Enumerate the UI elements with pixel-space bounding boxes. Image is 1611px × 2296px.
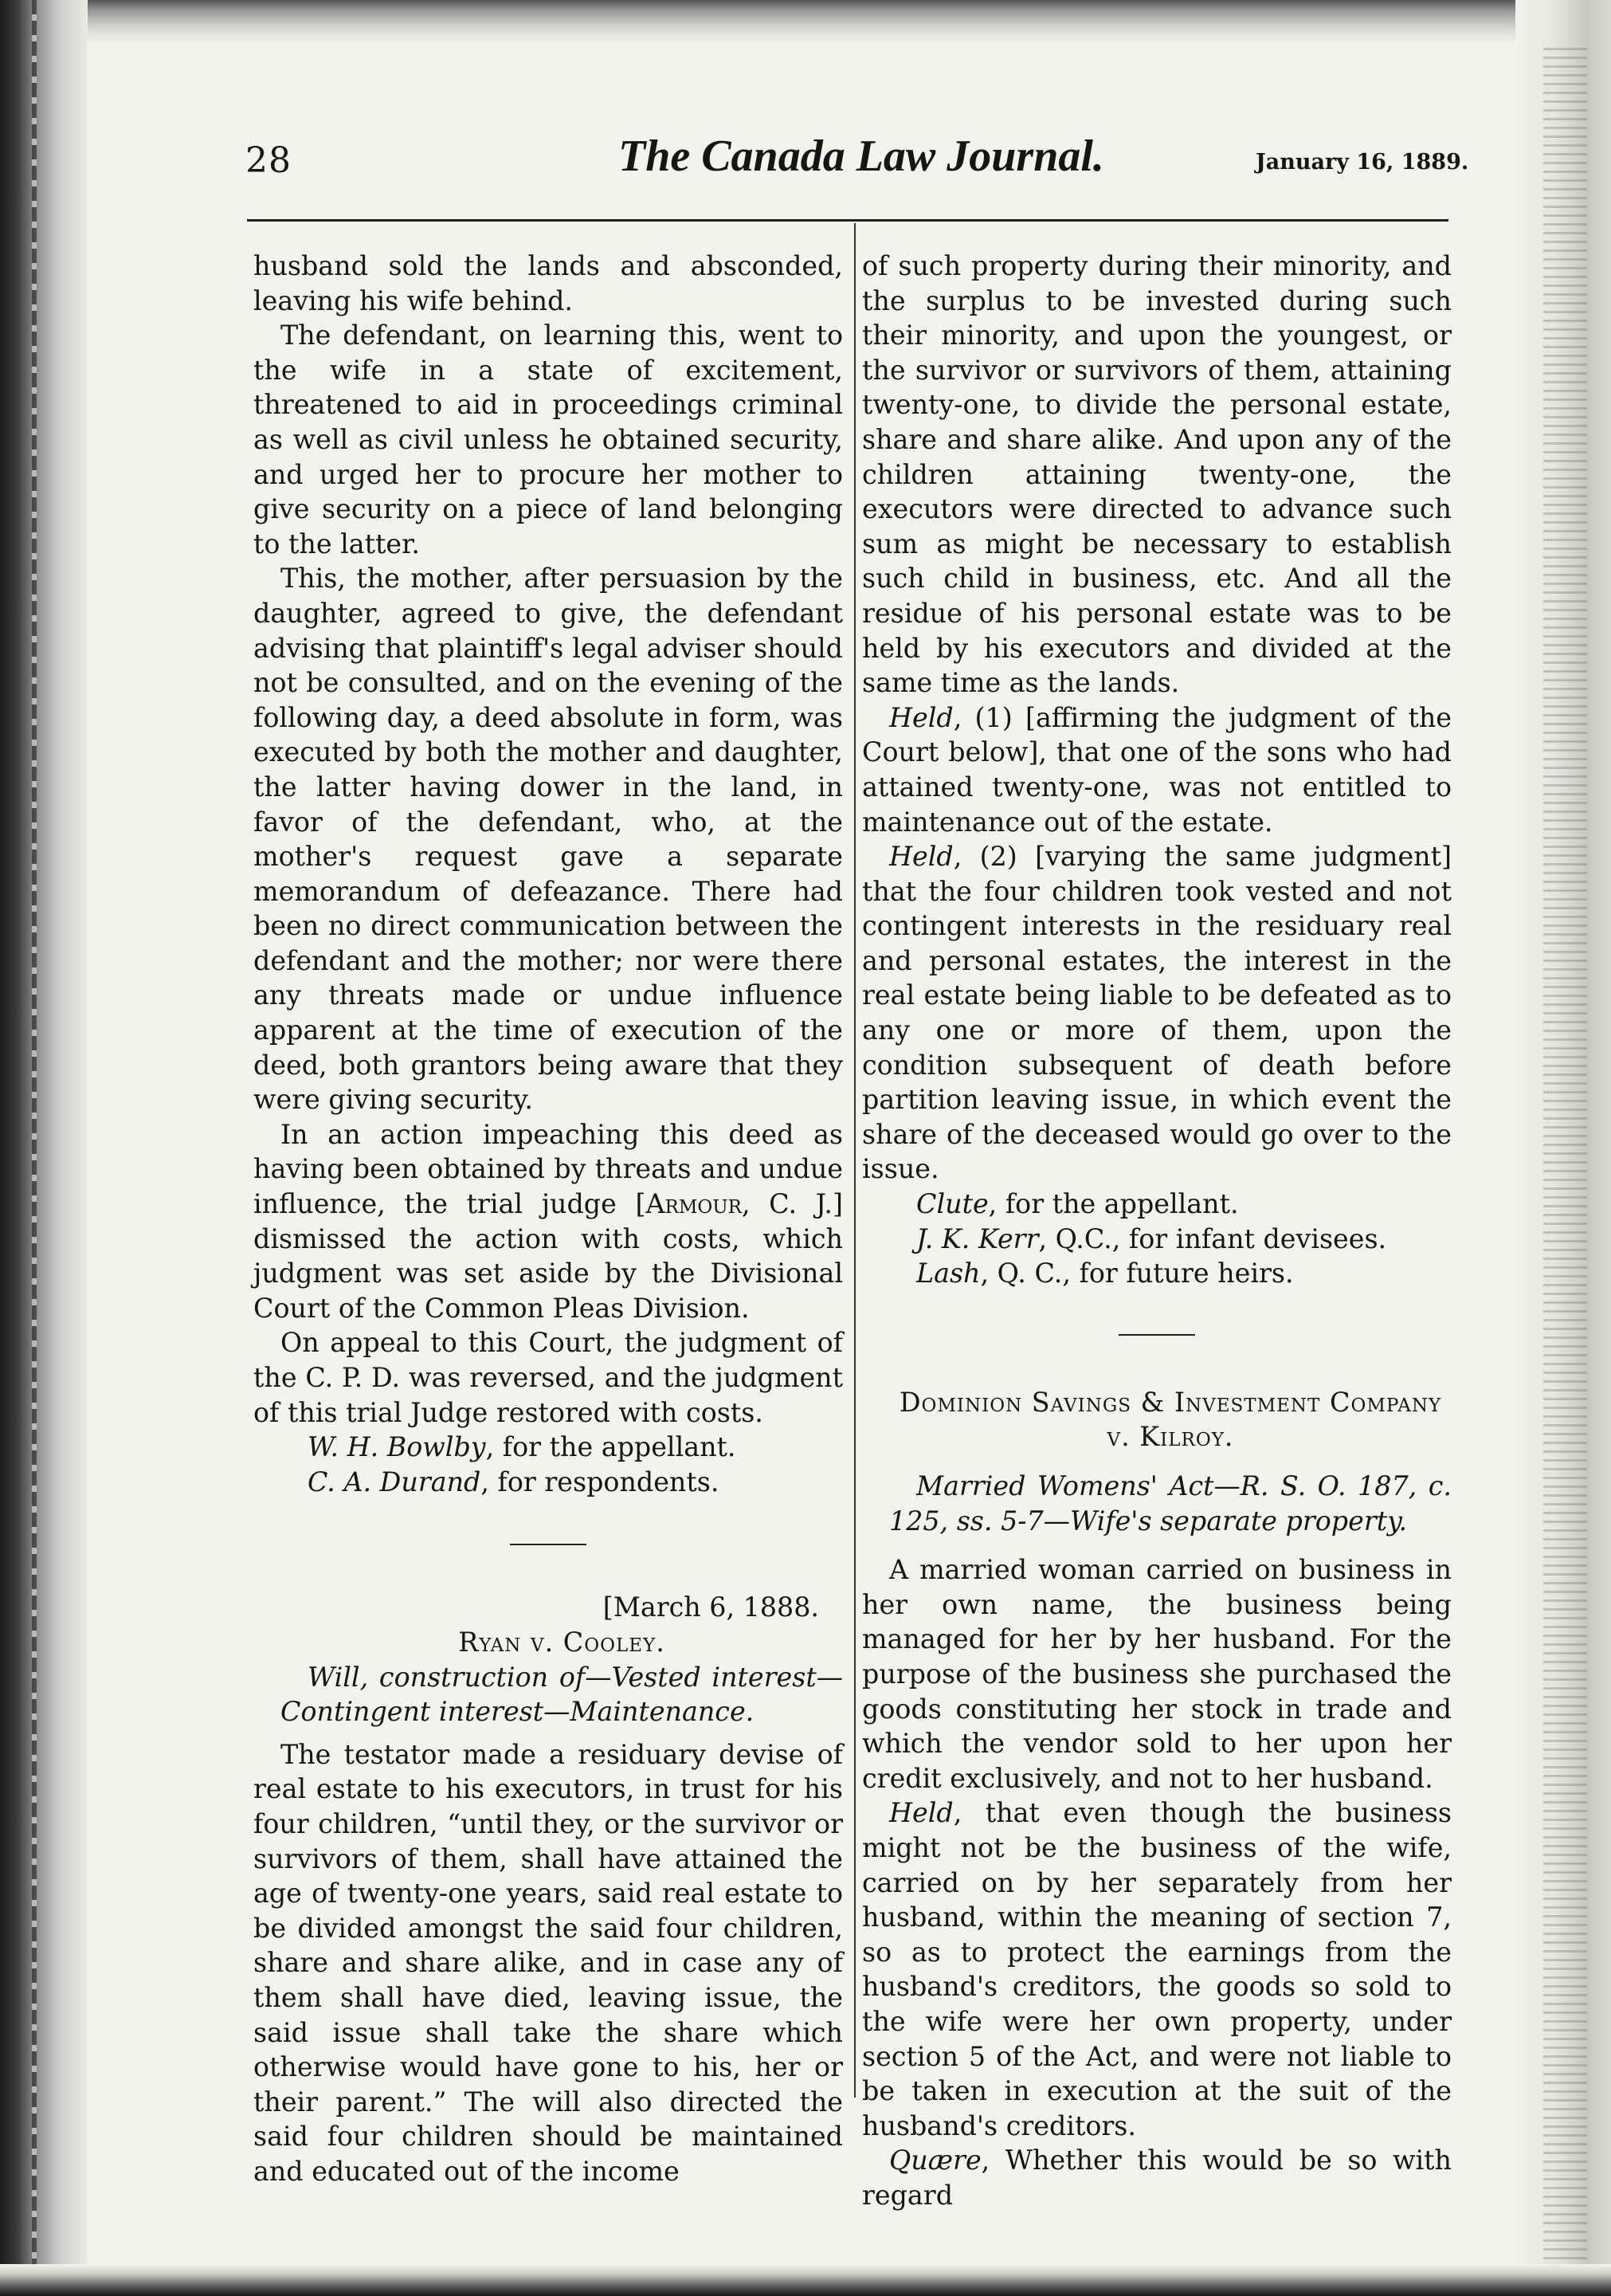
counsel-name: W. H. Bowlby	[308, 1431, 486, 1463]
counsel-role: , for respondents.	[480, 1466, 719, 1497]
counsel-name: Lash	[916, 1258, 981, 1289]
paragraph: The testator made a residuary devise of real estate to his executors, in trust for his four children, “until they, or the survivor or survivors of them, shall have attained the age of twenty-one years, said real estate to be divided amongst the said four children, share and share alike, and in case any of them shall have died, leaving issue, the said issue shall take the share which otherwise would have gone to his, her or their parent.” The will also directed the said four children should be maintained and educated out of the income	[253, 1738, 843, 2187]
held-label: Held	[889, 1797, 954, 1829]
scan-edge-bottom	[0, 2264, 1611, 2296]
paragraph	[862, 2143, 1452, 2212]
counsel-role: , Q. C., for future heirs.	[980, 1258, 1294, 1289]
counsel-line	[253, 1465, 843, 1500]
paragraph	[862, 701, 1452, 839]
issue-date: January 16, 1889.	[1256, 150, 1469, 175]
right-column	[862, 249, 1452, 2212]
case-title: Ryan v. Cooley.	[458, 1626, 665, 1658]
counsel-name: Clute	[916, 1188, 989, 1220]
paragraph	[253, 1117, 843, 1326]
paragraph	[862, 839, 1452, 1187]
counsel-line	[862, 1256, 1452, 1291]
paragraph: husband sold the lands and absconded, leaving his wife behind.	[253, 250, 843, 316]
paragraph-text: , Whether this would be so with regard	[862, 2145, 1452, 2211]
paragraph-text: , C. J.] dismissed the action with costs, which judgment was set aside by the Divisional Court of the Common Pleas Division.	[253, 1188, 843, 1324]
counsel-name: J. K. Kerr	[916, 1223, 1039, 1254]
counsel-role: , for the appellant.	[988, 1188, 1239, 1220]
held-label: Held	[889, 841, 954, 873]
paragraph-text: , (2) [varying the same judgment] that the four children took vested and not contingent interests in the residuary real and personal estates, the interest in the real estate being liable to be defeated as to any one or more of them, upon the condition subsequent of death before partition leaving issue, in which event the share of the deceased would go over to the issue.	[862, 841, 1452, 1185]
case-title-line2: v. Kilroy.	[1107, 1421, 1234, 1453]
case-title: Dominion Savings & Investment Company	[899, 1386, 1442, 1418]
paragraph	[862, 1796, 1452, 2143]
counsel-role: , for the appellant.	[485, 1431, 736, 1463]
held-label: Held	[889, 701, 954, 733]
case-catchwords: Married Womens' Act—R. S. O. 187, c. 125, ss. 5-7—Wife's separate property.	[889, 1470, 1452, 1537]
counsel-line	[862, 1187, 1452, 1222]
paragraph: The defendant, on learning this, went to the wife in a state of excitement, threatened to aid in proceedings criminal as well as civil unless he obtained security, and urged her to procure her mother to give security on a piece of land belonging to the latter.	[253, 320, 843, 559]
paragraph-text: In an action impeaching this deed as having been obtained by threats and undue influence, the trial judge [	[253, 1118, 843, 1220]
journal-title: The Canada Law Journal.	[618, 131, 1104, 181]
paragraph: of such property during their minority, and the surplus to be invested during such their minority, and upon the youngest, or the survivor or survivors of them, attaining twenty-one, to divide the personal estate, share and share alike. And upon any of the children attaining twenty-one, the executors were directed to advance such sum as might be necessary to establish such child in business, etc. And all the residue of his personal estate was to be held by his executors and divided at the same time as the lands.	[862, 250, 1452, 699]
paragraph: A married woman carried on business in her own name, the business being managed for her by her husband. For the purpose of the business she purchased the goods constituting her stock in trade and which the vendor sold to her upon her credit exclusively, and not to her husband.	[862, 1554, 1452, 1794]
scan-edge-left-marks	[32, 0, 37, 2296]
paragraph-text: , that even though the business might not be the business of the wife, carried on by her separately from her husband, within the meaning of section 7, so as to protect the earnings from the husband's creditors, the goods so sold to the wife were her own property, under section 5 of the Act, and were not liable to be taken in execution at the suit of the husband's creditors.	[862, 1797, 1452, 2141]
counsel-role: , Q.C., for infant devisees.	[1038, 1223, 1387, 1254]
case-date: [March 6, 1888.	[602, 1592, 819, 1623]
counsel-line	[862, 1222, 1452, 1257]
paragraph: On appeal to this Court, the judgment of the C. P. D. was reversed, and the judgment of this trial Judge restored with costs.	[253, 1327, 843, 1428]
paragraph: This, the mother, after persuasion by the daughter, agreed to give, the defendant advising that plaintiff's legal adviser should not be consulted, and on the evening of the following day, a deed absolute in form, was executed by both the mother and daughter, the latter having dower in the land, in favor of the defendant, who, at the mother's request gave a separate memorandum of defeazance. There had been no direct communication between the defendant and the mother; nor were there any threats made or undue influence apparent at the time of execution of the deed, both grantors being aware that they were giving security.	[253, 563, 843, 1116]
scan-edge-right-marks	[1543, 48, 1587, 2263]
quaere-label: Quære	[889, 2145, 982, 2176]
case-catchwords: Will, construction of—Vested interest—Contingent interest—Maintenance.	[280, 1661, 843, 1728]
scan-edge-top	[0, 0, 1611, 44]
judge-name: Armour	[645, 1188, 742, 1220]
paragraph-text: , (1) [affirming the judgment of the Court below], that one of the sons who had attained twenty-one, was not entitled to maintenance out of the estate.	[862, 701, 1452, 838]
left-column	[253, 249, 843, 2188]
counsel-line	[253, 1430, 843, 1465]
counsel-name: C. A. Durand	[308, 1466, 481, 1497]
page-number: 28	[245, 140, 292, 181]
scan-edge-left	[0, 0, 88, 2296]
column-rule	[854, 223, 856, 2098]
header-rule	[247, 219, 1448, 222]
